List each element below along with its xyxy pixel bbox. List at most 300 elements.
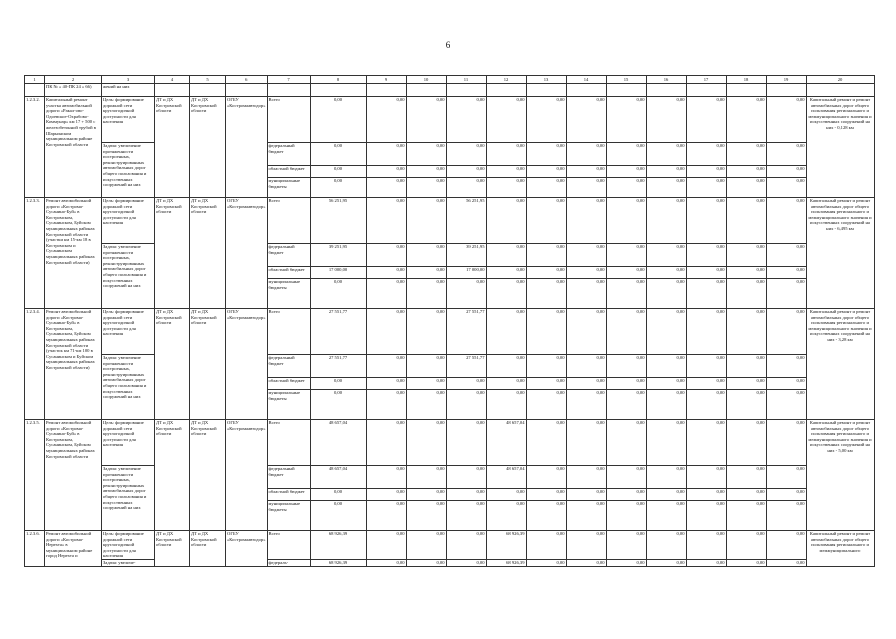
amount-cell: 0,00 bbox=[366, 390, 406, 420]
amount-cell: 0,00 bbox=[310, 97, 366, 143]
col-number: 14 bbox=[566, 76, 606, 84]
amount-cell: 0,00 bbox=[766, 559, 806, 566]
amount-cell: 0,00 bbox=[646, 531, 686, 560]
amount-cell: 0,00 bbox=[310, 143, 366, 166]
executor: ОГБУ «Костромаавтодор» bbox=[226, 198, 268, 309]
entry-task: Задача: увеличение протяженности построенных, реконструированных автомобильных дорог общего пользования и искусственных сооружений на них bbox=[102, 466, 155, 531]
entry-goal: Цель: формирование дорожной сети круглогодичной доступности для населения bbox=[102, 97, 155, 143]
amount-cell: 0,00 bbox=[606, 178, 646, 198]
amount-cell: 27 551,77 bbox=[310, 309, 366, 355]
col-number: 16 bbox=[646, 76, 686, 84]
amount-cell: 0,00 bbox=[726, 501, 766, 531]
amount-cell: 0,00 bbox=[366, 489, 406, 501]
entry-code: 1.2.3.5. bbox=[25, 420, 45, 531]
col-number: 20 bbox=[806, 76, 874, 84]
amount-cell: 0,00 bbox=[606, 466, 646, 489]
amount-cell: 0,00 bbox=[686, 198, 726, 244]
amount-cell: 0,00 bbox=[646, 420, 686, 466]
col-number: 4 bbox=[155, 76, 190, 84]
amount-cell: 0,00 bbox=[566, 309, 606, 355]
entry-row bbox=[25, 244, 875, 267]
entry-task: Задача: увеличе- bbox=[102, 559, 155, 566]
amount-cell: 56 251,95 bbox=[446, 198, 486, 244]
amount-cell: 0,00 bbox=[686, 420, 726, 466]
amount-cell: 0,00 bbox=[406, 166, 446, 178]
amount-cell: 0,00 bbox=[526, 466, 566, 489]
amount-cell: 0,00 bbox=[366, 309, 406, 355]
entry-name: Ремонт автомобильной дороги «Кострома-Нерехта» в муниципальном районе город Нерехта и bbox=[45, 531, 102, 567]
col-number: 2 bbox=[45, 76, 102, 84]
amount-cell: 0,00 bbox=[566, 355, 606, 378]
amount-cell: 0,00 bbox=[406, 390, 446, 420]
amount-cell: 0,00 bbox=[646, 466, 686, 489]
amount-cell: 0,00 bbox=[366, 559, 406, 566]
amount-cell: 0,00 bbox=[526, 355, 566, 378]
amount-cell: 0,00 bbox=[726, 531, 766, 560]
amount-cell: 0,00 bbox=[766, 420, 806, 466]
amount-cell: 0,00 bbox=[606, 501, 646, 531]
amount-cell: 0,00 bbox=[686, 309, 726, 355]
col-number: 17 bbox=[686, 76, 726, 84]
entry-name: Капитальный ремонт участка автомобильной дороги «Ракал-ово-Одоевское-Охрабово-Коммунар» км 17 + 500 с железобетонной трубой в Шарьинском муниципальном районе Костромской области bbox=[45, 97, 102, 198]
col-number: 7 bbox=[267, 76, 310, 84]
continuation-row bbox=[25, 84, 875, 97]
amount-cell: 0,00 bbox=[646, 97, 686, 143]
amount-cell: 0,00 bbox=[310, 279, 366, 309]
amount-cell: 0,00 bbox=[486, 279, 526, 309]
funding-source-label: муниципальные бюджеты bbox=[267, 178, 310, 198]
amount-cell: 0,00 bbox=[566, 378, 606, 390]
col-number: 5 bbox=[190, 76, 226, 84]
funding-source-label: федеральный бюджет bbox=[267, 244, 310, 267]
entry-row bbox=[25, 309, 875, 355]
customer-department: ДТ и ДХ Костромской области bbox=[190, 198, 226, 309]
amount-cell: 0,00 bbox=[686, 279, 726, 309]
page-number: 6 bbox=[445, 40, 451, 50]
amount-cell: 0,00 bbox=[646, 244, 686, 267]
amount-cell: 0,00 bbox=[526, 178, 566, 198]
amount-cell: 0,00 bbox=[366, 531, 406, 560]
amount-cell: 0,00 bbox=[526, 489, 566, 501]
amount-cell: 0,00 bbox=[766, 143, 806, 166]
amount-cell: 0,00 bbox=[526, 198, 566, 244]
amount-cell: 0,00 bbox=[446, 143, 486, 166]
amount-cell: 0,00 bbox=[766, 244, 806, 267]
amount-cell: 0,00 bbox=[486, 267, 526, 279]
amount-cell: 0,00 bbox=[726, 178, 766, 198]
amount-cell: 56 251,95 bbox=[310, 198, 366, 244]
amount-cell: 0,00 bbox=[646, 390, 686, 420]
funding-source-label: Всего bbox=[267, 531, 310, 560]
amount-cell: 0,00 bbox=[406, 420, 446, 466]
amount-cell: 48 657,04 bbox=[486, 466, 526, 489]
amount-cell: 0,00 bbox=[766, 390, 806, 420]
amount-cell: 0,00 bbox=[366, 378, 406, 390]
entry-row bbox=[25, 420, 875, 466]
amount-cell: 0,00 bbox=[406, 244, 446, 267]
amount-cell: 0,00 bbox=[686, 466, 726, 489]
amount-cell: 0,00 bbox=[486, 166, 526, 178]
amount-cell: 0,00 bbox=[366, 267, 406, 279]
amount-cell: 0,00 bbox=[446, 559, 486, 566]
amount-cell: 0,00 bbox=[446, 178, 486, 198]
col-number: 19 bbox=[766, 76, 806, 84]
amount-cell: 0,00 bbox=[566, 501, 606, 531]
entry-code: 1.2.3.2. bbox=[25, 97, 45, 198]
amount-cell: 0,00 bbox=[686, 166, 726, 178]
amount-cell: 0,00 bbox=[366, 198, 406, 244]
amount-cell: 0,00 bbox=[646, 355, 686, 378]
entry-task: Задача: увеличение протяженности построенных, реконструированных автомобильных дорог общего пользования и искусственных сооружений на них bbox=[102, 355, 155, 420]
executor: ОГБУ «Костромаавтодор» bbox=[226, 531, 268, 567]
amount-cell: 48 657,04 bbox=[310, 466, 366, 489]
amount-cell: 0,00 bbox=[686, 531, 726, 560]
amount-cell: 0,00 bbox=[310, 378, 366, 390]
amount-cell: 0,00 bbox=[686, 501, 726, 531]
entry-goal: Цель: формирование дорожной сети круглогодичной доступности для населения bbox=[102, 309, 155, 355]
executor: ОГБУ «Костромаавтодор» bbox=[226, 420, 268, 531]
amount-cell: 0,00 bbox=[486, 244, 526, 267]
amount-cell: 0,00 bbox=[446, 420, 486, 466]
amount-cell: 0,00 bbox=[486, 178, 526, 198]
amount-cell: 0,00 bbox=[606, 420, 646, 466]
amount-cell: 0,00 bbox=[766, 279, 806, 309]
amount-cell: 0,00 bbox=[366, 143, 406, 166]
amount-cell: 0,00 bbox=[646, 501, 686, 531]
col-number: 13 bbox=[526, 76, 566, 84]
amount-cell: 0,00 bbox=[766, 97, 806, 143]
amount-cell: 0,00 bbox=[566, 559, 606, 566]
amount-cell: 0,00 bbox=[566, 97, 606, 143]
col-number: 18 bbox=[726, 76, 766, 84]
col-number: 9 bbox=[366, 76, 406, 84]
budget-table bbox=[24, 75, 875, 567]
amount-cell: 0,00 bbox=[406, 466, 446, 489]
col-number: 3 bbox=[102, 76, 155, 84]
amount-cell: 0,00 bbox=[726, 267, 766, 279]
funding-source-label: Всего bbox=[267, 198, 310, 244]
funding-source-label: областной бюджет bbox=[267, 166, 310, 178]
entry-task: Задача: увеличение протяженности построенных, реконструированных автомобильных дорог общего пользования и искусственных сооружений на них bbox=[102, 143, 155, 198]
amount-cell: 0,00 bbox=[566, 466, 606, 489]
amount-cell: 0,00 bbox=[446, 489, 486, 501]
amount-cell: 17 000,00 bbox=[310, 267, 366, 279]
entry-goal: Цель: формирование дорожной сети круглогодичной доступности для населения bbox=[102, 531, 155, 560]
amount-cell: 0,00 bbox=[606, 267, 646, 279]
amount-cell: 0,00 bbox=[310, 489, 366, 501]
responsible-department: ДТ и ДХ Костромской области bbox=[155, 531, 190, 567]
responsible-department: ДТ и ДХ Костромской области bbox=[155, 309, 190, 420]
amount-cell: 0,00 bbox=[566, 198, 606, 244]
funding-source-label: муниципальные бюджеты bbox=[267, 501, 310, 531]
entry-row bbox=[25, 559, 875, 566]
amount-cell: 0,00 bbox=[686, 97, 726, 143]
amount-cell: 0,00 bbox=[726, 489, 766, 501]
amount-cell: 68 926,39 bbox=[486, 559, 526, 566]
customer-department: ДТ и ДХ Костромской области bbox=[190, 531, 226, 567]
amount-cell: 0,00 bbox=[566, 166, 606, 178]
amount-cell: 0,00 bbox=[646, 309, 686, 355]
amount-cell: 0,00 bbox=[366, 420, 406, 466]
amount-cell: 0,00 bbox=[726, 559, 766, 566]
amount-cell: 0,00 bbox=[406, 355, 446, 378]
amount-cell: 0,00 bbox=[686, 244, 726, 267]
amount-cell: 0,00 bbox=[526, 309, 566, 355]
amount-cell: 0,00 bbox=[686, 355, 726, 378]
amount-cell: 0,00 bbox=[486, 198, 526, 244]
amount-cell: 0,00 bbox=[406, 97, 446, 143]
amount-cell: 0,00 bbox=[646, 559, 686, 566]
entry-code: 1.2.3.4. bbox=[25, 309, 45, 420]
customer-department: ДТ и ДХ Костромской области bbox=[190, 420, 226, 531]
amount-cell: 0,00 bbox=[486, 309, 526, 355]
col-number: 12 bbox=[486, 76, 526, 84]
amount-cell: 0,00 bbox=[310, 166, 366, 178]
amount-cell: 0,00 bbox=[526, 378, 566, 390]
amount-cell: 39 251,95 bbox=[310, 244, 366, 267]
col-number: 6 bbox=[226, 76, 268, 84]
amount-cell: 0,00 bbox=[406, 531, 446, 560]
amount-cell: 0,00 bbox=[766, 489, 806, 501]
amount-cell: 0,00 bbox=[406, 198, 446, 244]
amount-cell: 0,00 bbox=[766, 466, 806, 489]
funding-source-label: федеральный бюджет bbox=[267, 355, 310, 378]
amount-cell: 0,00 bbox=[366, 279, 406, 309]
entry-code: 1.2.3.6. bbox=[25, 531, 45, 567]
amount-cell: 0,00 bbox=[366, 501, 406, 531]
amount-cell: 0,00 bbox=[366, 466, 406, 489]
amount-cell: 0,00 bbox=[406, 178, 446, 198]
expected-result: Капитальный ремонт и ремонт автомобильных дорог общего пользования регионального и межмуниципального значения и искусственных сооружений на них - 3,28 км bbox=[806, 309, 874, 420]
amount-cell: 0,00 bbox=[646, 489, 686, 501]
amount-cell: 0,00 bbox=[406, 501, 446, 531]
amount-cell: 0,00 bbox=[766, 378, 806, 390]
amount-cell: 0,00 bbox=[606, 378, 646, 390]
col-number: 1 bbox=[25, 76, 45, 84]
amount-cell: 0,00 bbox=[406, 267, 446, 279]
amount-cell: 0,00 bbox=[726, 466, 766, 489]
funding-source-label: областной бюджет bbox=[267, 267, 310, 279]
amount-cell: 0,00 bbox=[310, 178, 366, 198]
amount-cell: 0,00 bbox=[526, 501, 566, 531]
amount-cell: 0,00 bbox=[526, 143, 566, 166]
responsible-department: ДТ и ДХ Костромской области bbox=[155, 198, 190, 309]
entry-name: Ремонт автомобильной дороги «Кострома-Сусанино-Буй» в Костромском, Сусанинском, Буйском муниципальных районах Костромской области (участки км 15-км 18 в Костромском и Сусанинском муниципальных районах Костромской области) bbox=[45, 198, 102, 309]
amount-cell: 0,00 bbox=[446, 390, 486, 420]
expected-result: Капитальный ремонт и ремонт автомобильных дорог общего пользования регионального и межмуниципального bbox=[806, 531, 874, 567]
amount-cell: 0,00 bbox=[726, 97, 766, 143]
amount-cell: 68 926,39 bbox=[310, 559, 366, 566]
amount-cell: 0,00 bbox=[526, 531, 566, 560]
amount-cell: 27 551,77 bbox=[446, 309, 486, 355]
amount-cell: 0,00 bbox=[566, 279, 606, 309]
amount-cell: 0,00 bbox=[686, 378, 726, 390]
funding-source-label: Всего bbox=[267, 309, 310, 355]
funding-source-label: Всего bbox=[267, 97, 310, 143]
amount-cell: 0,00 bbox=[406, 279, 446, 309]
amount-cell: 0,00 bbox=[766, 531, 806, 560]
amount-cell: 0,00 bbox=[566, 390, 606, 420]
amount-cell: 0,00 bbox=[526, 97, 566, 143]
col-number: 15 bbox=[606, 76, 646, 84]
amount-cell: 68 926,39 bbox=[486, 531, 526, 560]
entry-row bbox=[25, 143, 875, 166]
amount-cell: 0,00 bbox=[526, 559, 566, 566]
expected-result: Капитальный ремонт и ремонт автомобильных дорог общего пользования регионального и межмуниципального значения и искусственных сооружений на них - 0,128 км bbox=[806, 97, 874, 198]
amount-cell: 0,00 bbox=[526, 166, 566, 178]
amount-cell: 0,00 bbox=[606, 309, 646, 355]
amount-cell: 0,00 bbox=[726, 420, 766, 466]
amount-cell: 0,00 bbox=[726, 378, 766, 390]
amount-cell: 0,00 bbox=[446, 531, 486, 560]
amount-cell: 0,00 bbox=[606, 244, 646, 267]
amount-cell: 0,00 bbox=[566, 420, 606, 466]
amount-cell: 0,00 bbox=[606, 279, 646, 309]
amount-cell: 0,00 bbox=[446, 279, 486, 309]
amount-cell: 0,00 bbox=[606, 489, 646, 501]
amount-cell: 0,00 bbox=[566, 143, 606, 166]
amount-cell: 0,00 bbox=[446, 97, 486, 143]
amount-cell: 0,00 bbox=[406, 378, 446, 390]
amount-cell: 0,00 bbox=[686, 489, 726, 501]
customer-department: ДТ и ДХ Костромской области bbox=[190, 309, 226, 420]
amount-cell: 0,00 bbox=[406, 559, 446, 566]
amount-cell: 0,00 bbox=[606, 97, 646, 143]
funding-source-label: муниципальные бюджеты bbox=[267, 279, 310, 309]
funding-source-label: федеральный бюджет bbox=[267, 143, 310, 166]
amount-cell: 0,00 bbox=[686, 390, 726, 420]
amount-cell: 0,00 bbox=[526, 420, 566, 466]
amount-cell: 0,00 bbox=[486, 97, 526, 143]
amount-cell: 27 551,77 bbox=[310, 355, 366, 378]
amount-cell: 0,00 bbox=[366, 166, 406, 178]
amount-cell: 0,00 bbox=[606, 143, 646, 166]
amount-cell: 48 657,04 bbox=[486, 420, 526, 466]
amount-cell: 0,00 bbox=[526, 390, 566, 420]
executor: ОГБУ «Костромаавтодор» bbox=[226, 309, 268, 420]
entry-row bbox=[25, 198, 875, 244]
amount-cell: 0,00 bbox=[566, 489, 606, 501]
amount-cell: 0,00 bbox=[366, 97, 406, 143]
funding-source-label: муниципальные бюджеты bbox=[267, 390, 310, 420]
expected-result: Капитальный ремонт и ремонт автомобильных дорог общего пользования регионального и межмуниципального значения и искусственных сооружений на них - 5,00 км bbox=[806, 420, 874, 531]
amount-cell: 0,00 bbox=[646, 279, 686, 309]
expected-result: Капитальный ремонт и ремонт автомобильных дорог общего пользования регионального и межмуниципального значения и искусственных сооружений на них - 6,495 км bbox=[806, 198, 874, 309]
continuation-goal: жений на них bbox=[102, 84, 155, 97]
amount-cell: 0,00 bbox=[766, 309, 806, 355]
amount-cell: 48 657,04 bbox=[310, 420, 366, 466]
amount-cell: 0,00 bbox=[766, 178, 806, 198]
amount-cell: 0,00 bbox=[766, 198, 806, 244]
amount-cell: 0,00 bbox=[446, 466, 486, 489]
amount-cell: 0,00 bbox=[406, 143, 446, 166]
amount-cell: 0,00 bbox=[606, 198, 646, 244]
amount-cell: 0,00 bbox=[766, 267, 806, 279]
amount-cell: 0,00 bbox=[766, 355, 806, 378]
executor: ОГБУ «Костромаавтодор» bbox=[226, 97, 268, 198]
budget-table-sheet bbox=[24, 75, 875, 567]
amount-cell: 0,00 bbox=[726, 198, 766, 244]
amount-cell: 0,00 bbox=[566, 178, 606, 198]
amount-cell: 0,00 bbox=[486, 501, 526, 531]
amount-cell: 0,00 bbox=[726, 355, 766, 378]
amount-cell: 0,00 bbox=[646, 143, 686, 166]
column-number-row bbox=[25, 76, 875, 84]
amount-cell: 0,00 bbox=[686, 178, 726, 198]
funding-source-label: областной бюджет bbox=[267, 378, 310, 390]
col-number: 11 bbox=[446, 76, 486, 84]
amount-cell: 0,00 bbox=[486, 378, 526, 390]
amount-cell: 0,00 bbox=[606, 531, 646, 560]
responsible-department: ДТ и ДХ Костромской области bbox=[155, 420, 190, 531]
entry-goal: Цель: формирование дорожной сети круглогодичной доступности для населения bbox=[102, 420, 155, 466]
entry-row bbox=[25, 97, 875, 143]
amount-cell: 0,00 bbox=[406, 489, 446, 501]
amount-cell: 68 926,39 bbox=[310, 531, 366, 560]
amount-cell: 0,00 bbox=[486, 143, 526, 166]
amount-cell: 0,00 bbox=[766, 501, 806, 531]
amount-cell: 0,00 bbox=[526, 244, 566, 267]
col-number: 8 bbox=[310, 76, 366, 84]
amount-cell: 0,00 bbox=[686, 143, 726, 166]
continuation-name: ПК № « 40-ПК 24 » 66) bbox=[45, 84, 102, 97]
amount-cell: 0,00 bbox=[646, 198, 686, 244]
amount-cell: 0,00 bbox=[646, 178, 686, 198]
responsible-department: ДТ и ДХ Костромской области bbox=[155, 97, 190, 198]
entry-goal: Цель: формирование дорожной сети круглогодичной доступности для населения bbox=[102, 198, 155, 244]
amount-cell: 0,00 bbox=[726, 390, 766, 420]
amount-cell: 27 551,77 bbox=[446, 355, 486, 378]
funding-source-label: областной бюджет bbox=[267, 489, 310, 501]
amount-cell: 0,00 bbox=[486, 390, 526, 420]
amount-cell: 0,00 bbox=[726, 309, 766, 355]
amount-cell: 0,00 bbox=[566, 267, 606, 279]
entry-row bbox=[25, 355, 875, 378]
amount-cell: 0,00 bbox=[566, 244, 606, 267]
amount-cell: 0,00 bbox=[606, 559, 646, 566]
amount-cell: 0,00 bbox=[726, 166, 766, 178]
entry-row bbox=[25, 466, 875, 489]
amount-cell: 0,00 bbox=[606, 355, 646, 378]
amount-cell: 0,00 bbox=[486, 489, 526, 501]
amount-cell: 0,00 bbox=[446, 166, 486, 178]
amount-cell: 0,00 bbox=[526, 279, 566, 309]
amount-cell: 0,00 bbox=[646, 166, 686, 178]
amount-cell: 0,00 bbox=[310, 501, 366, 531]
funding-source-label: федеральный бюджет bbox=[267, 466, 310, 489]
amount-cell: 0,00 bbox=[446, 501, 486, 531]
amount-cell: 17 000,00 bbox=[446, 267, 486, 279]
amount-cell: 0,00 bbox=[646, 378, 686, 390]
customer-department: ДТ и ДХ Костромской области bbox=[190, 97, 226, 198]
funding-source-label: федераль- bbox=[267, 559, 310, 566]
amount-cell: 0,00 bbox=[606, 390, 646, 420]
amount-cell: 0,00 bbox=[310, 390, 366, 420]
funding-source-label: Всего bbox=[267, 420, 310, 466]
amount-cell: 0,00 bbox=[566, 531, 606, 560]
amount-cell: 0,00 bbox=[486, 355, 526, 378]
amount-cell: 0,00 bbox=[406, 309, 446, 355]
amount-cell: 39 251,95 bbox=[446, 244, 486, 267]
amount-cell: 0,00 bbox=[646, 267, 686, 279]
amount-cell: 0,00 bbox=[766, 166, 806, 178]
amount-cell: 0,00 bbox=[686, 559, 726, 566]
amount-cell: 0,00 bbox=[686, 267, 726, 279]
entry-name: Ремонт автомобильной дороги «Кострома-Сусанино-Буй» в Костромском, Сусанинском, Буйском муниципальных районах Костромской области (участок км 71-км 100 в Сусанинском и Буйском муниципальных районах Костромской области) bbox=[45, 309, 102, 420]
entry-row bbox=[25, 531, 875, 560]
amount-cell: 0,00 bbox=[726, 244, 766, 267]
amount-cell: 0,00 bbox=[526, 267, 566, 279]
